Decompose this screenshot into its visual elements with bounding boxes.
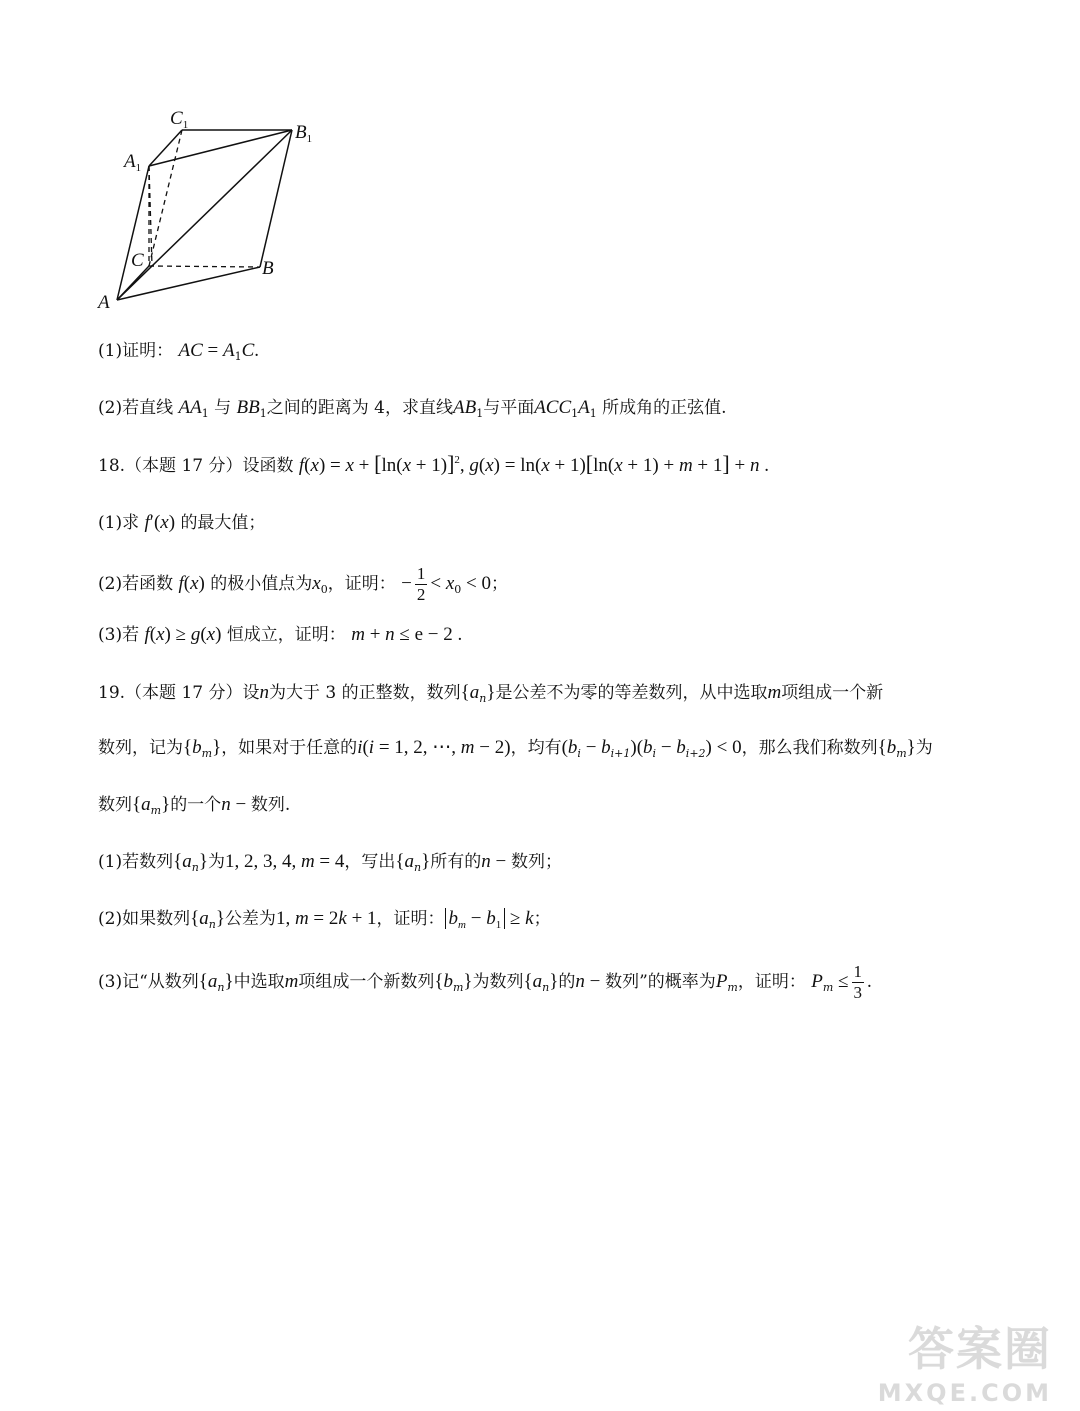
q19-header: 19.（本题 17 分）设n为大于 3 的正整数，数列$\{a_n\}$是公差不为零的等差数列，从中选取m项组成一个新 bbox=[98, 682, 884, 705]
q19-line3: 数列$\{a_m\}$的一个n − 数列. bbox=[98, 794, 291, 817]
label-B: B bbox=[262, 258, 274, 279]
q19-part3: (3)记“从数列$\{a_n\}$中选取m项组成一个新数列$\{b_m\}$为数列$\{a_n\}$的n − 数列”的概率为$P_m$，证明： $P_m$ ≤ $\frac{1}{3}$ . bbox=[98, 962, 872, 1002]
q18-part2: (2)若函数 f(x) 的极小值点为$x_0$，证明： − $\frac{1}{2}$ < $x_0 < 0$； bbox=[98, 564, 508, 604]
edge-AB bbox=[117, 267, 260, 300]
hidden-edge-C1C bbox=[149, 130, 182, 266]
hidden-edge-CB bbox=[149, 266, 260, 267]
edge-A1A bbox=[117, 166, 149, 300]
q19-line2: 数列，记为$\{b_m\}$，如果对于任意的i(i = 1, 2, ⋯, m − 2)，均有$(b_i - b_{i+1})(b_i - b_{i+2}) < 0$，那么我们称数列$\{b_m\}$为 bbox=[98, 737, 933, 760]
q18-header: 18.（本题 17 分）设函数 $f(x) = x + [\ln(x + 1)]^2$, g(x) = ln(x + 1)[ln(x + 1) + m + 1] + n . bbox=[98, 451, 769, 476]
label-A1: $A_1$ bbox=[124, 151, 142, 174]
math: AC bbox=[178, 340, 203, 361]
q19-part1: (1)若数列$\{a_n\}$为1, 2, 3, 4, m = 4，写出$\{a_n\}$所有的n − 数列； bbox=[98, 851, 562, 874]
q18-part1: (1)求 f′(x) 的最大值； bbox=[98, 512, 266, 533]
label-C: C bbox=[131, 250, 144, 271]
q18-part3: (3)若 f(x) ≥ g(x) 恒成立，证明： m + n ≤ e − 2 . bbox=[98, 624, 463, 645]
q17-part2: (2)若直线 $AA_1$ 与 $BB_1$之间的距离为 4，求直线$AB_1$与平面$ACC_1A_1$ 所成角的正弦值. bbox=[98, 397, 727, 420]
edge-B1B bbox=[260, 130, 292, 267]
fraction-one-third: $\frac{1}{3}$ bbox=[853, 962, 862, 1002]
watermark-logo: 答案圈 MXQE.COM bbox=[877, 1322, 1052, 1407]
prism-figure bbox=[92, 100, 332, 320]
q17-part1: (1)证明： AC = $A_1C$. bbox=[98, 340, 260, 363]
label-C1: $C_1$ bbox=[170, 108, 189, 131]
edge-A1B1 bbox=[149, 130, 292, 166]
label-B1: $B_1$ bbox=[295, 122, 313, 145]
fraction-one-half: $\frac{1}{2}$ bbox=[416, 564, 426, 604]
q19-part2: (2)如果数列$\{a_n\}$公差为1, m = 2k + 1，证明： $b_m - b_1 \ge k$； bbox=[98, 908, 551, 931]
label-A: A bbox=[98, 292, 110, 313]
